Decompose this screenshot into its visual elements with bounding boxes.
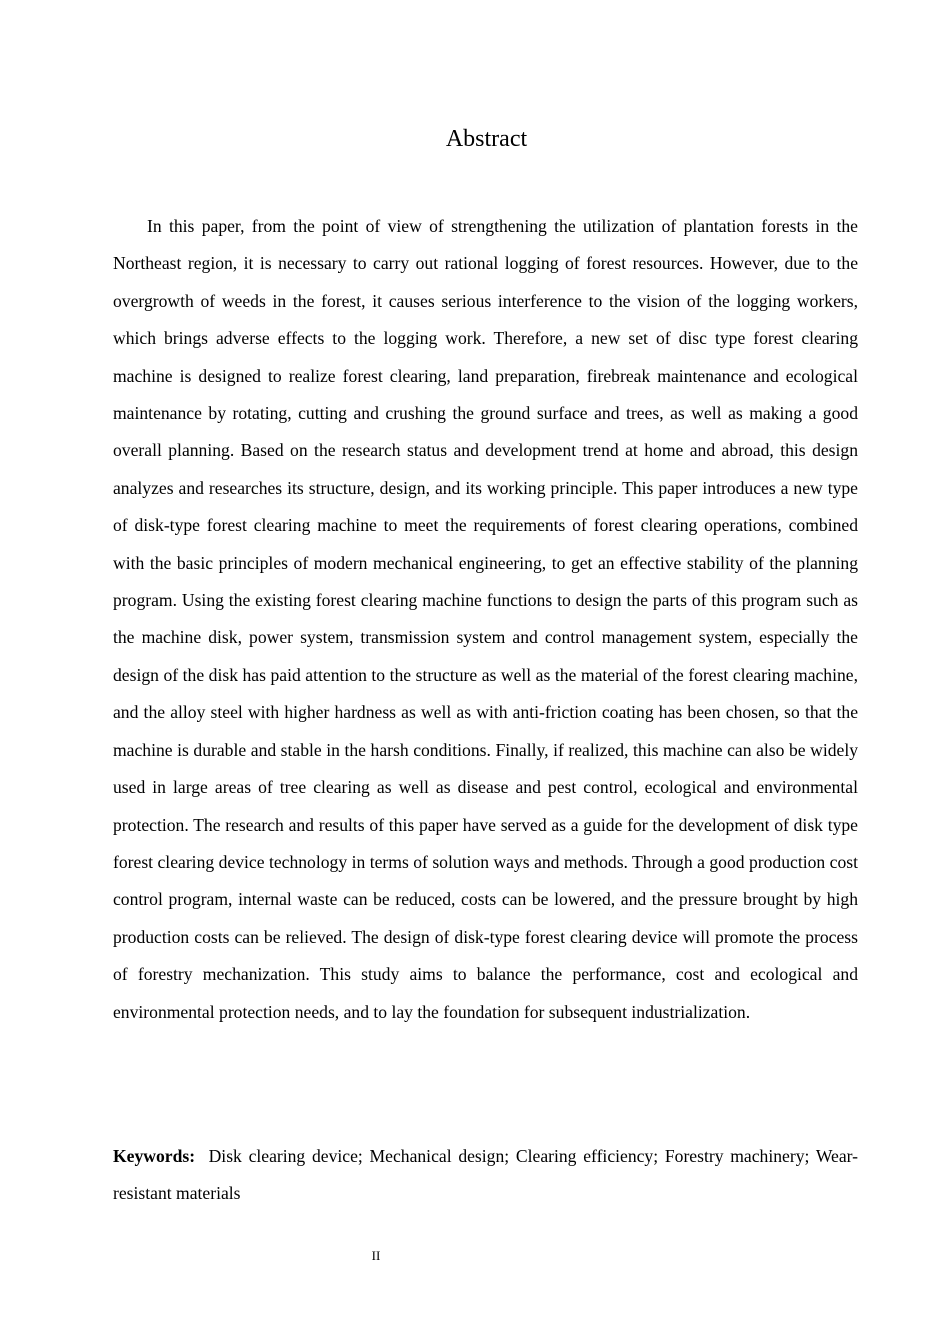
keywords-label: Keywords: [113, 1146, 196, 1166]
page-number: II [371, 1248, 381, 1263]
abstract-paragraph: In this paper, from the point of view of strengthening the utilization of plantation forests in the Northeast region, it is necessary to carry out rational logging of forest resources. However, due to the overgrowth of weeds in the forest, it causes serious interference to the vision of the logging workers, which brings adverse effects to the logging work. Therefore, a new set of disc type forest clearing machine is designed to realize forest clearing, land preparation, firebreak maintenance and ecological maintenance by rotating, cutting and crushing the ground surface and trees, as well as making a good overall planning. Based on the research status and development trend at home and abroad, this design analyzes and researches its structure, design, and its working principle. This paper introduces a new type of disk-type forest clearing machine to meet the requirements of forest clearing operations, combined with the basic principles of modern mechanical engineering, to get an effective stability of the planning program. Using the existing forest clearing machine functions to design the parts of this program such as the machine disk, power system, transmission system and control management system, especially the design of the disk has paid attention to the structure as well as the material of the forest clearing machine, and the alloy steel with higher hardness as well as with anti-friction coating has been chosen, so that the machine is durable and stable in the harsh conditions. Finally, if realized, this machine can also be widely used in large areas of tree clearing as well as disease and pest control, ecological and environmental protection. The research and results of this paper have served as a guide for the development of disk type forest clearing device technology in terms of solution ways and methods. Through a good production cost control program, internal waste can be reduced, costs can be lowered, and the pressure brought by high production costs can be relieved. The design of disk-type forest clearing device will promote the process of forestry mechanization. This study aims to balance the performance, cost and ecological and environmental protection needs, and to lay the foundation for subsequent industrialization. [113, 216, 858, 1022]
page-title: Abstract [445, 126, 528, 152]
keywords-line [113, 1138, 858, 1213]
keywords-text: Disk clearing device; Mechanical design; Clearing efficiency; Forestry machinery; Wear-resistant materials [113, 1146, 858, 1204]
